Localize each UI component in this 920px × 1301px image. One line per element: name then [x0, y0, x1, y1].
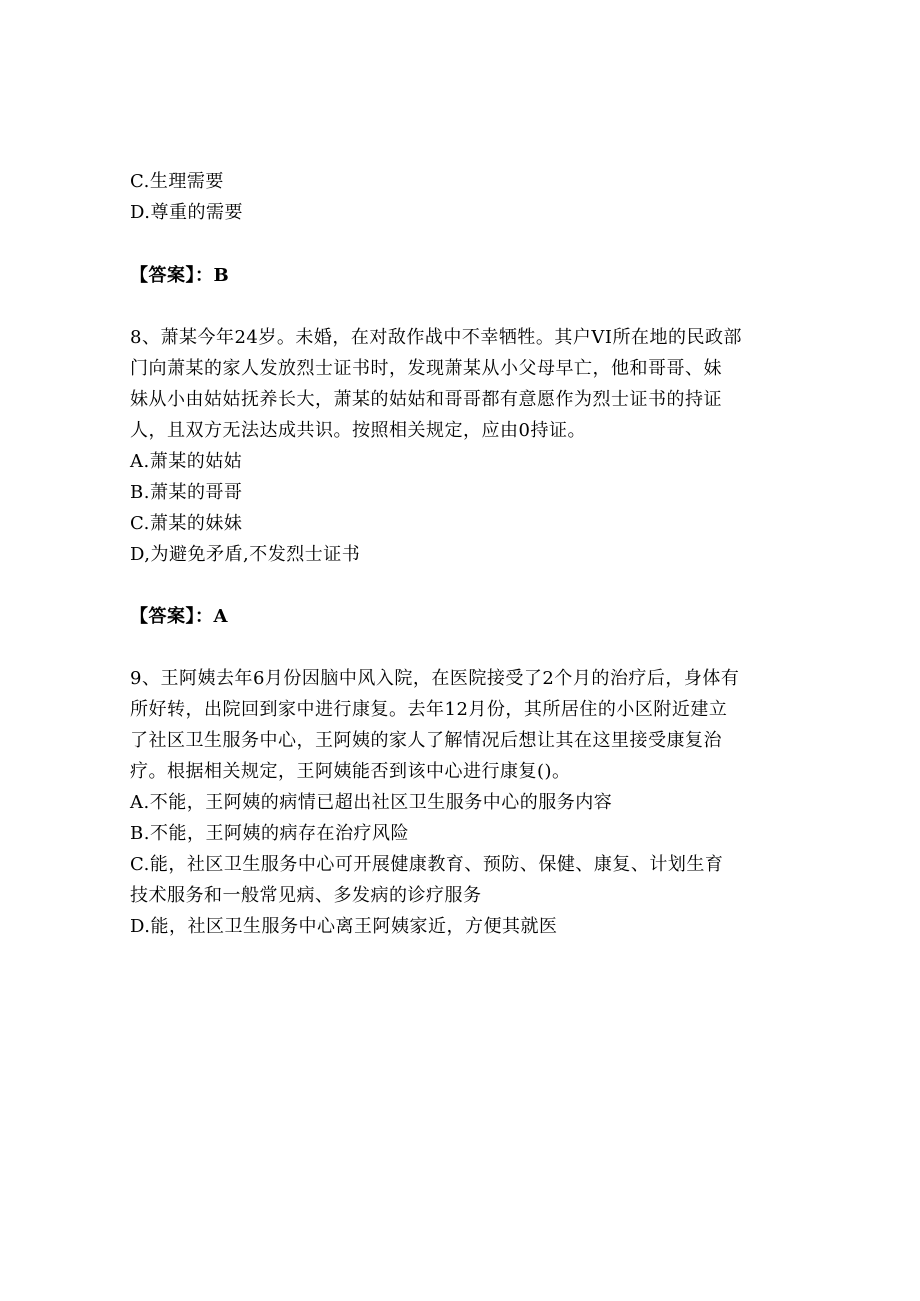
question-9-line-2: 所好转，出院回到家中进行康复。去年12月份，其所居住的小区附近建立: [130, 699, 728, 720]
question-9-line-4: 疗。根据相关规定，王阿姨能否到该中心进行康复()。: [130, 761, 571, 782]
question-8-option-c: C.萧某的妹妹: [130, 513, 243, 534]
question-9-line-1: 9、王阿姨去年6月份因脑中风入院，在医院接受了2个月的治疗后，身体有: [130, 668, 740, 689]
question-8-answer: 【答案】：A: [130, 606, 228, 627]
question-8-line-3: 妹从小由姑姑抚养长大，萧某的姑姑和哥哥都有意愿作为烈士证书的持证: [130, 389, 722, 410]
question-8-line-4: 人，且双方无法达成共识。按照相关规定，应由0持证。: [130, 420, 586, 441]
question-8-option-b: B.萧某的哥哥: [130, 482, 243, 503]
option-c: C.生理需要: [130, 171, 224, 192]
question-8-option-d: D,为避免矛盾,不发烈士证书: [130, 544, 361, 565]
question-8-line-2: 门向萧某的家人发放烈士证书时，发现萧某从小父母早亡，他和哥哥、妹: [130, 358, 722, 379]
question-9-line-3: 了社区卫生服务中心，王阿姨的家人了解情况后想让其在这里接受康复治: [130, 730, 722, 751]
answer-label: 【答案】：B: [130, 265, 230, 286]
option-d: D.尊重的需要: [130, 202, 244, 223]
question-9-option-d: D.能，社区卫生服务中心离王阿姨家近，方便其就医: [130, 916, 558, 937]
question-8-line-1: 8、萧某今年24岁。未婚，在对敌作战中不幸牺牲。其户VI所在地的民政部: [130, 327, 742, 348]
question-8-option-a: A.萧某的姑姑: [130, 451, 243, 472]
question-9-option-c: C.能，社区卫生服务中心可开展健康教育、预防、保健、康复、计划生育: [130, 854, 724, 875]
question-9-option-b: B.不能，王阿姨的病存在治疗风险: [130, 823, 409, 844]
question-9-option-c-continued: 技术服务和一般常见病、多发病的诊疗服务: [130, 885, 482, 906]
question-9-option-a: A.不能，王阿姨的病情已超出社区卫生服务中心的服务内容: [130, 792, 613, 813]
